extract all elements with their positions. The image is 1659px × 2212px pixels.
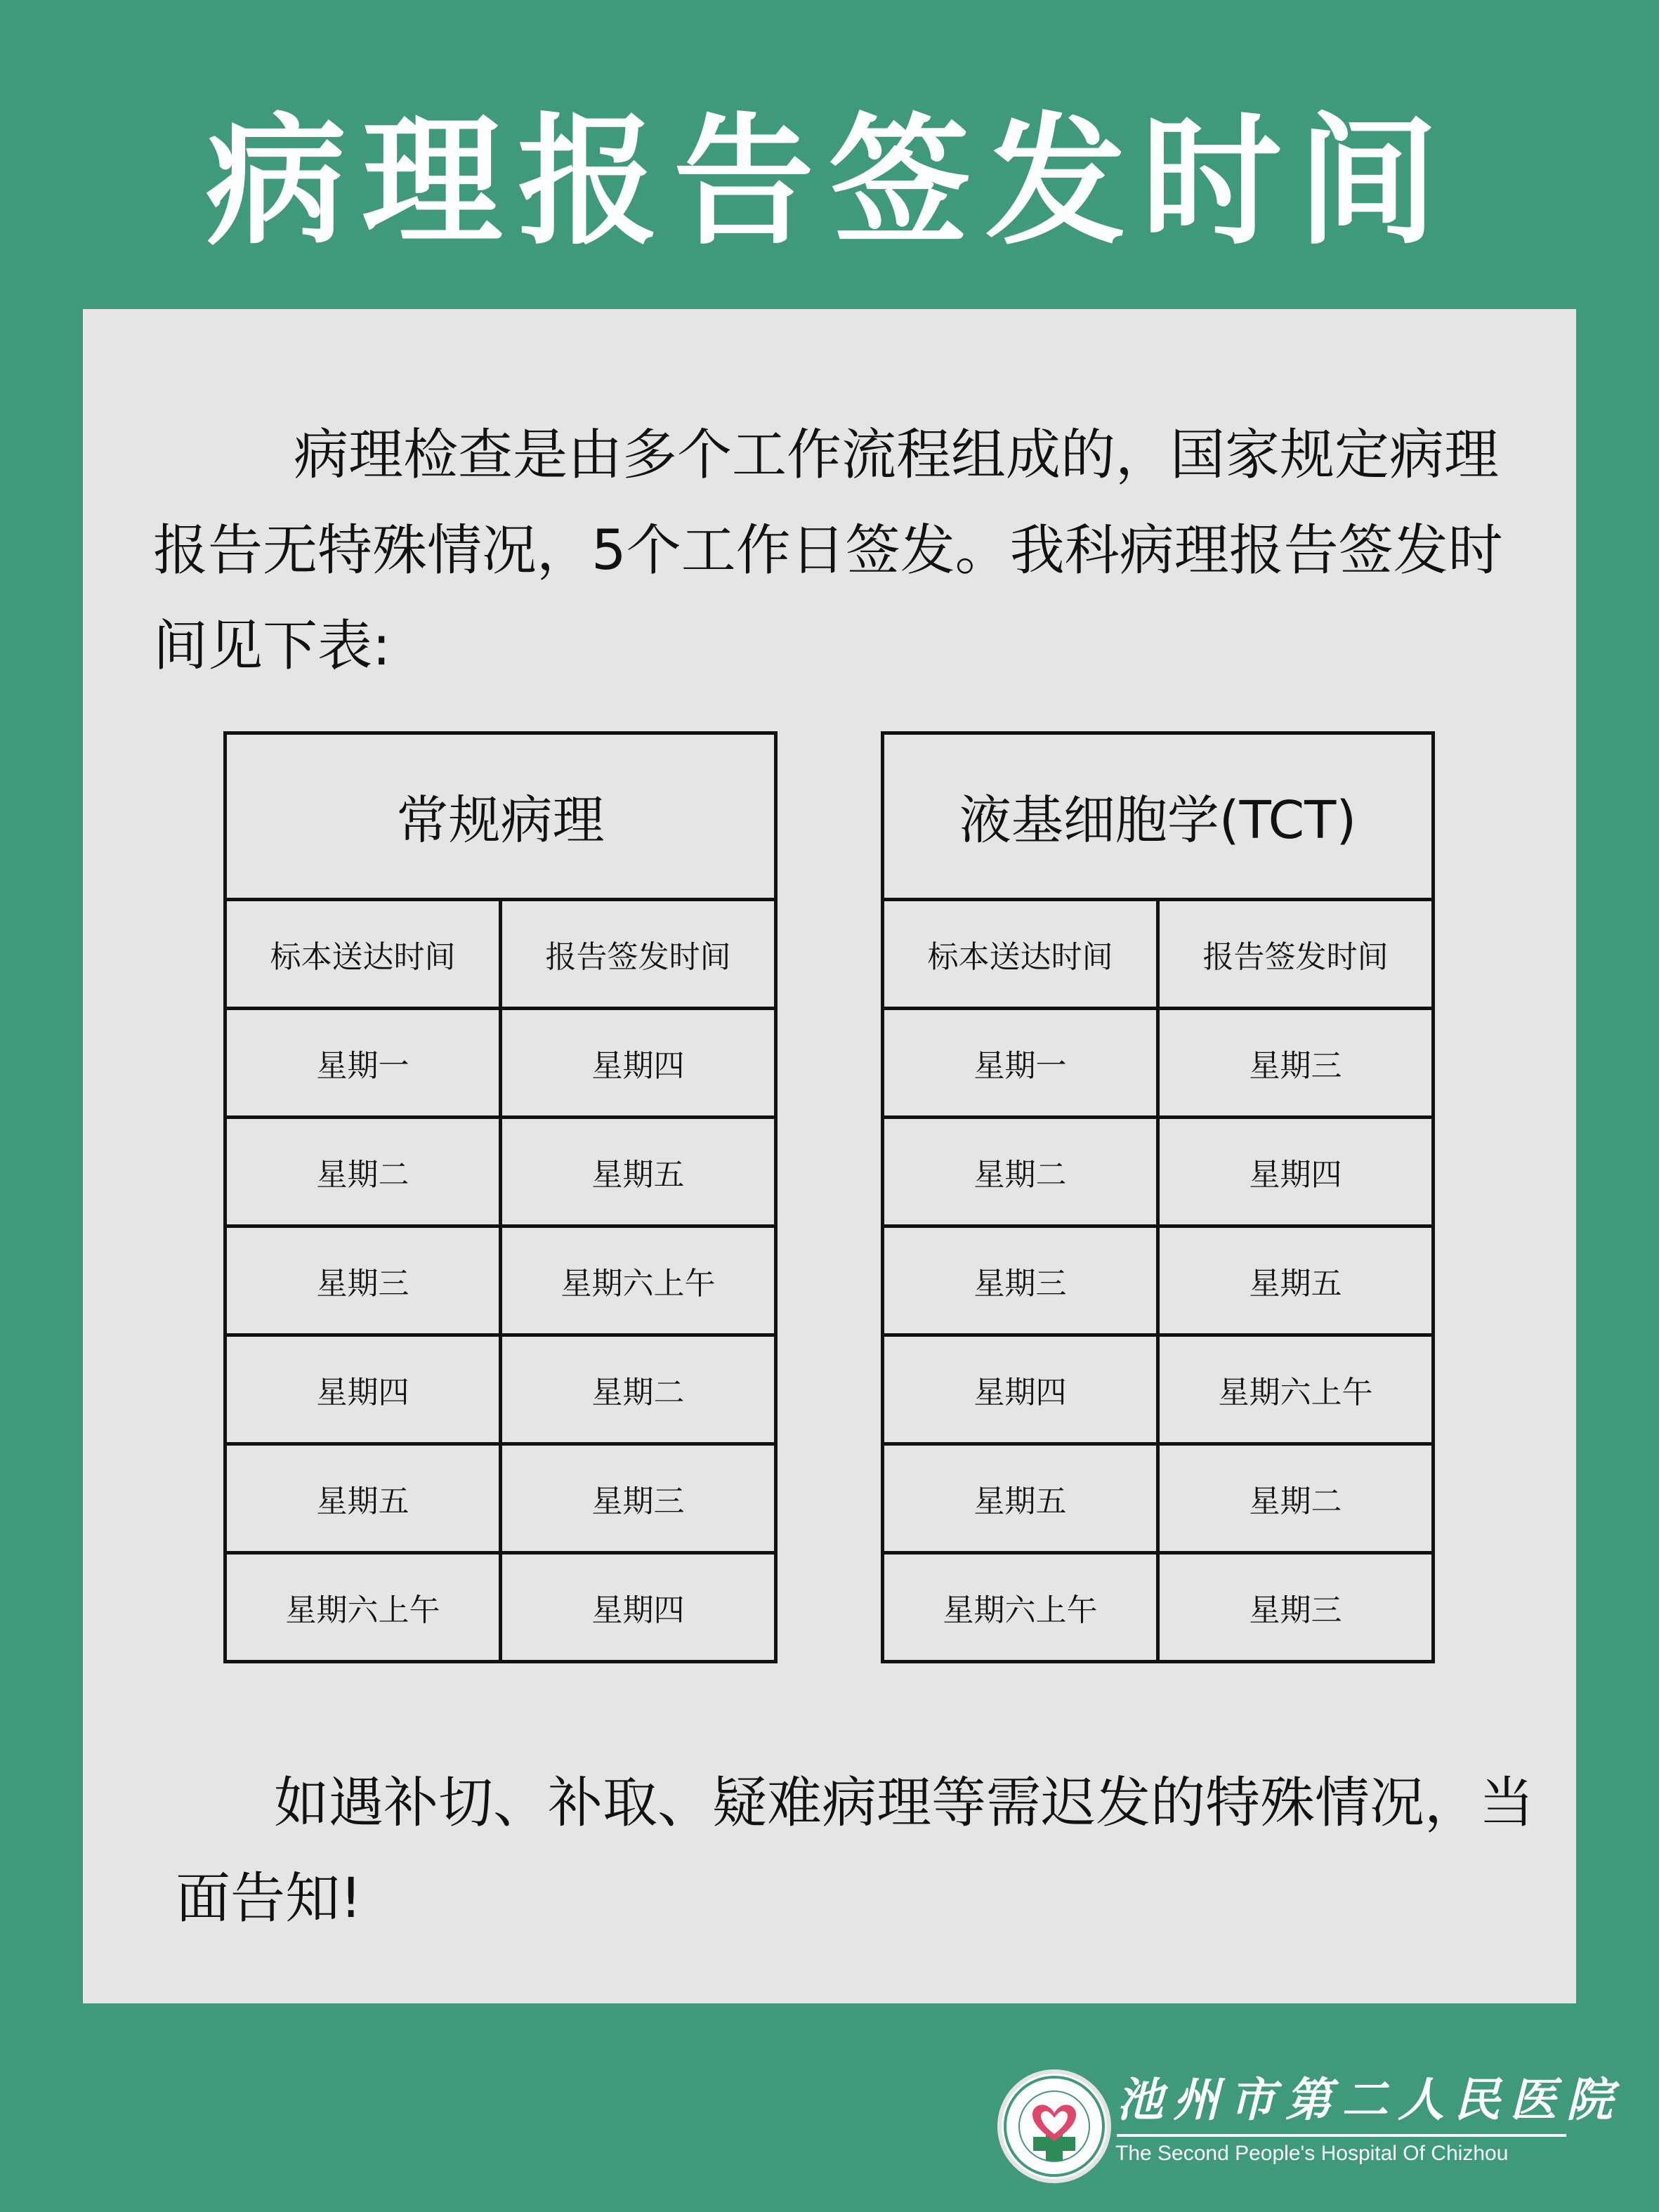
- issued-day-cell: 星期五: [1158, 1226, 1434, 1335]
- column-header-issued: 报告签发时间: [1158, 900, 1434, 1009]
- issued-day-cell: 星期六上午: [501, 1226, 776, 1335]
- issued-day-cell: 星期三: [1158, 1009, 1434, 1118]
- issued-day-cell: 星期三: [501, 1444, 776, 1553]
- issued-day-cell: 星期四: [1158, 1118, 1434, 1226]
- issued-day-cell: 星期四: [501, 1553, 776, 1662]
- column-header-received: 标本送达时间: [225, 900, 501, 1009]
- received-day-cell: 星期一: [883, 1009, 1158, 1118]
- table-row: [883, 1009, 1434, 1118]
- tct-cytology-table: [881, 731, 1435, 1663]
- table-row: [883, 1118, 1434, 1226]
- received-day-cell: 星期六上午: [883, 1553, 1158, 1662]
- hospital-name: 池州市第二人民医院: [1117, 2073, 1622, 2127]
- received-day-cell: 星期一: [225, 1009, 501, 1118]
- content-panel: [83, 309, 1576, 2003]
- issued-day-cell: 星期二: [1158, 1444, 1434, 1553]
- table-row: [225, 1226, 776, 1335]
- divider: [1117, 2134, 1566, 2137]
- received-day-cell: 星期五: [225, 1444, 501, 1553]
- table-header-row: [883, 900, 1434, 1009]
- table-row: [883, 1335, 1434, 1444]
- table-row: [225, 1553, 776, 1662]
- issued-day-cell: 星期三: [1158, 1553, 1434, 1662]
- issued-day-cell: 星期二: [501, 1335, 776, 1444]
- table-row: [225, 1335, 776, 1444]
- routine-pathology-table: [223, 731, 778, 1663]
- received-day-cell: 星期四: [883, 1335, 1158, 1444]
- table-row: [225, 1009, 776, 1118]
- table-row: [883, 1444, 1434, 1553]
- intro-paragraph: 病理检查是由多个工作流程组成的，国家规定病理报告无特殊情况，5个工作日签发。我科病理报告签发时间见下表:: [153, 424, 1503, 678]
- received-day-cell: 星期四: [225, 1335, 501, 1444]
- table-row: [883, 1553, 1434, 1662]
- table-title: 常规病理: [225, 733, 776, 900]
- received-day-cell: 星期五: [883, 1444, 1158, 1553]
- column-header-received: 标本送达时间: [883, 900, 1158, 1009]
- issued-day-cell: 星期六上午: [1158, 1335, 1434, 1444]
- table-row: [225, 1118, 776, 1226]
- received-day-cell: 星期六上午: [225, 1553, 501, 1662]
- column-header-issued: 报告签发时间: [501, 900, 776, 1009]
- received-day-cell: 星期二: [883, 1118, 1158, 1226]
- table-title: 液基细胞学(TCT): [883, 733, 1434, 900]
- received-day-cell: 星期三: [225, 1226, 501, 1335]
- table-row: [225, 1444, 776, 1553]
- table-header-row: [225, 900, 776, 1009]
- page-title: 病理报告签发时间: [205, 100, 1453, 264]
- table-row: [883, 1226, 1434, 1335]
- hospital-english-name: The Second People's Hospital Of Chizhou: [1115, 2142, 1509, 2165]
- received-day-cell: 星期三: [883, 1226, 1158, 1335]
- issued-day-cell: 星期五: [501, 1118, 776, 1226]
- received-day-cell: 星期二: [225, 1118, 501, 1226]
- special-case-note: 如遇补切、补取、疑难病理等需迟发的特殊情况，当面告知!: [176, 1772, 1535, 1930]
- issued-day-cell: 星期四: [501, 1009, 776, 1118]
- hospital-logo-heart-cross-icon: [997, 2069, 1111, 2183]
